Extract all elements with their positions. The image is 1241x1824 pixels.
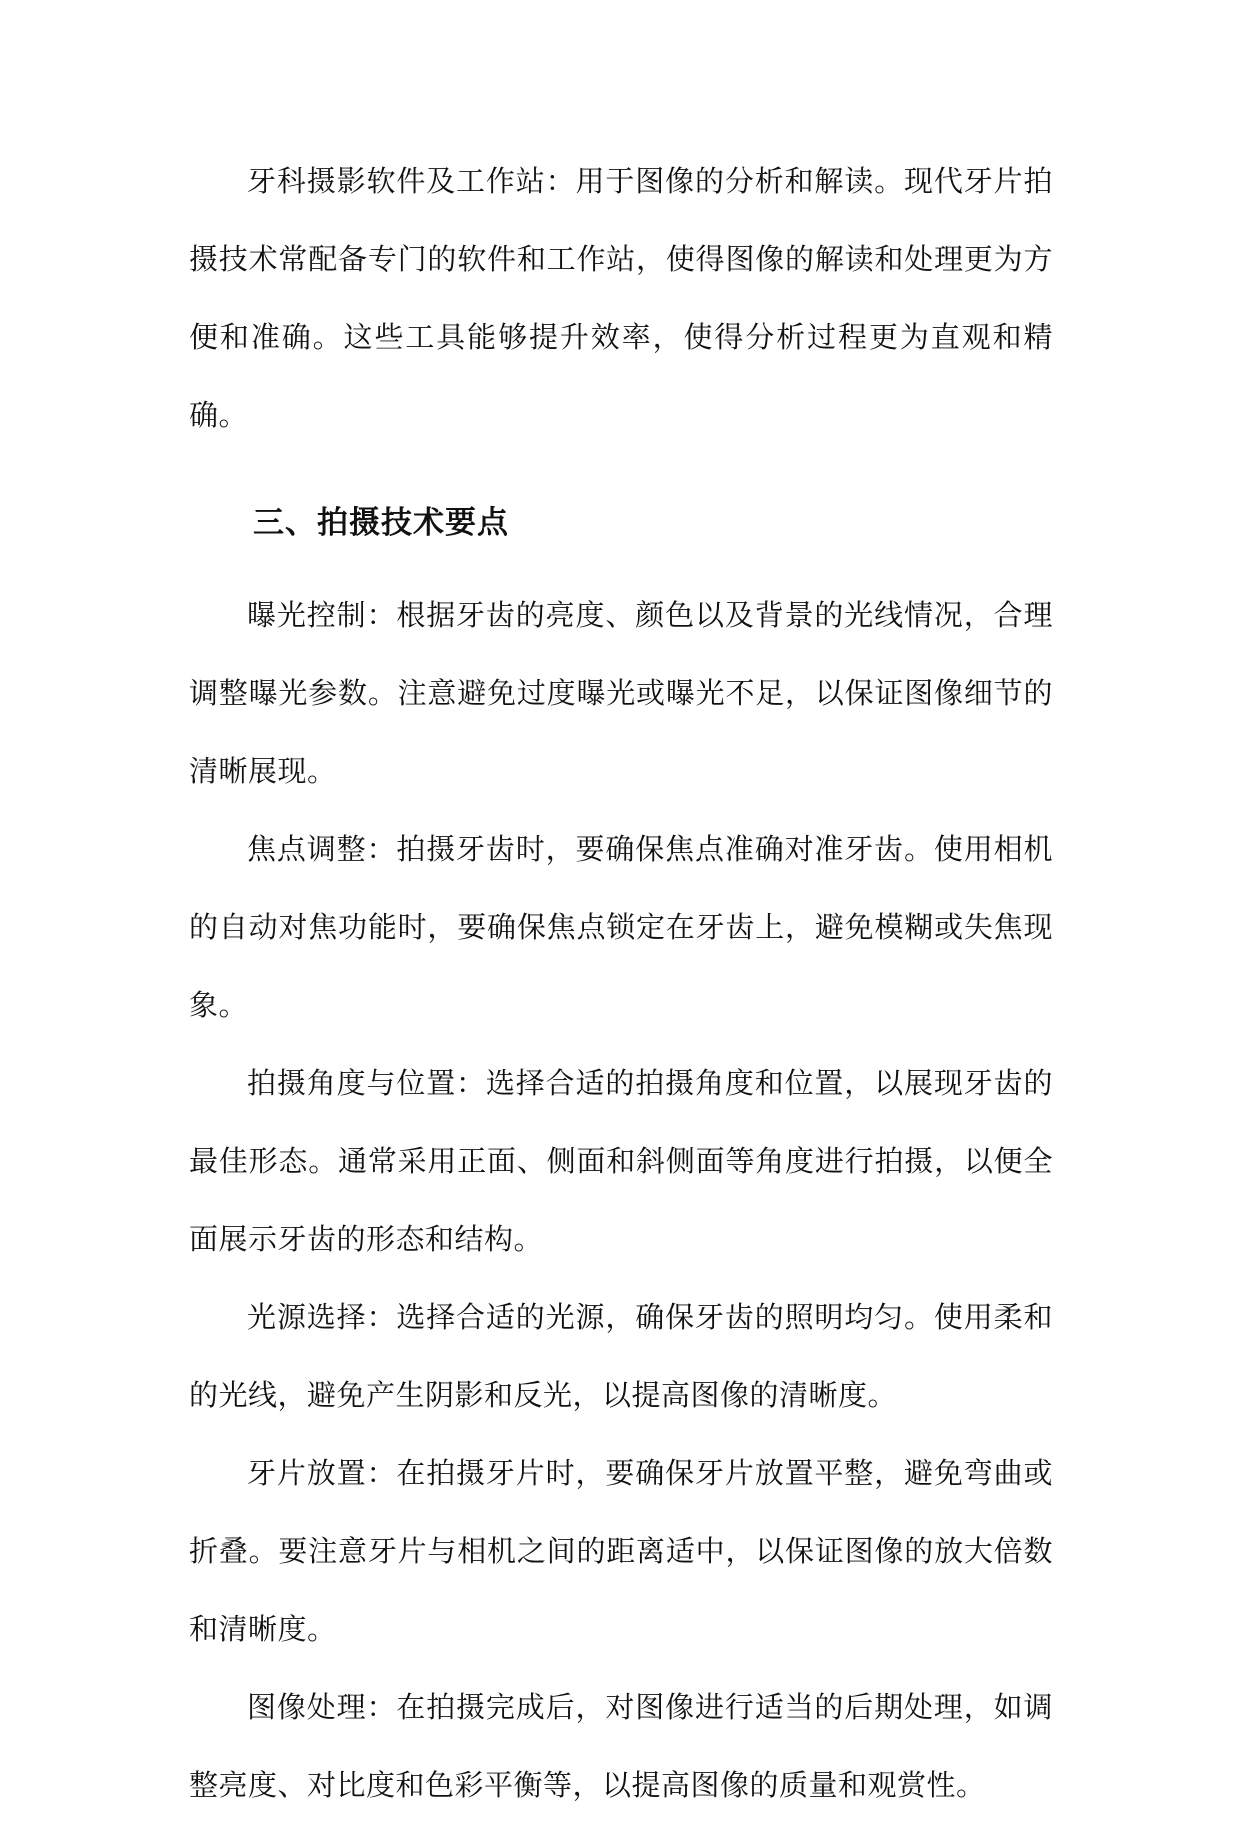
page-content: [189, 142, 1053, 1824]
section-heading: 三、拍摄技术要点: [253, 505, 509, 541]
intro-paragraph: 牙科摄影软件及工作站：用于图像的分析和解读。现代牙片拍摄技术常配备专门的软件和工作站，使得图像的解读和处理更为方便和准确。这些工具能够提升效率，使得分析过程更为直观和精确。: [189, 164, 1053, 432]
paragraph-focus: 焦点调整：拍摄牙齿时，要确保焦点准确对准牙齿。使用相机的自动对焦功能时，要确保焦点锁定在牙齿上，避免模糊或失焦现象。: [189, 832, 1053, 1022]
paragraph-exposure: 曝光控制：根据牙齿的亮度、颜色以及背景的光线情况，合理调整曝光参数。注意避免过度曝光或曝光不足，以保证图像细节的清晰展现。: [189, 598, 1053, 788]
paragraph-image-processing: 图像处理：在拍摄完成后，对图像进行适当的后期处理，如调整亮度、对比度和色彩平衡等，以提高图像的质量和观赏性。: [189, 1690, 1053, 1802]
paragraph-angle: 拍摄角度与位置：选择合适的拍摄角度和位置，以展现牙齿的最佳形态。通常采用正面、侧面和斜侧面等角度进行拍摄，以便全面展示牙齿的形态和结构。: [189, 1066, 1053, 1256]
section-shooting-tips: [189, 484, 1053, 1824]
paragraph-light-source: 光源选择：选择合适的光源，确保牙齿的照明均匀。使用柔和的光线，避免产生阴影和反光，以提高图像的清晰度。: [189, 1300, 1053, 1412]
paragraph-film-placement: 牙片放置：在拍摄牙片时，要确保牙片放置平整，避免弯曲或折叠。要注意牙片与相机之间的距离适中，以保证图像的放大倍数和清晰度。: [189, 1456, 1053, 1646]
